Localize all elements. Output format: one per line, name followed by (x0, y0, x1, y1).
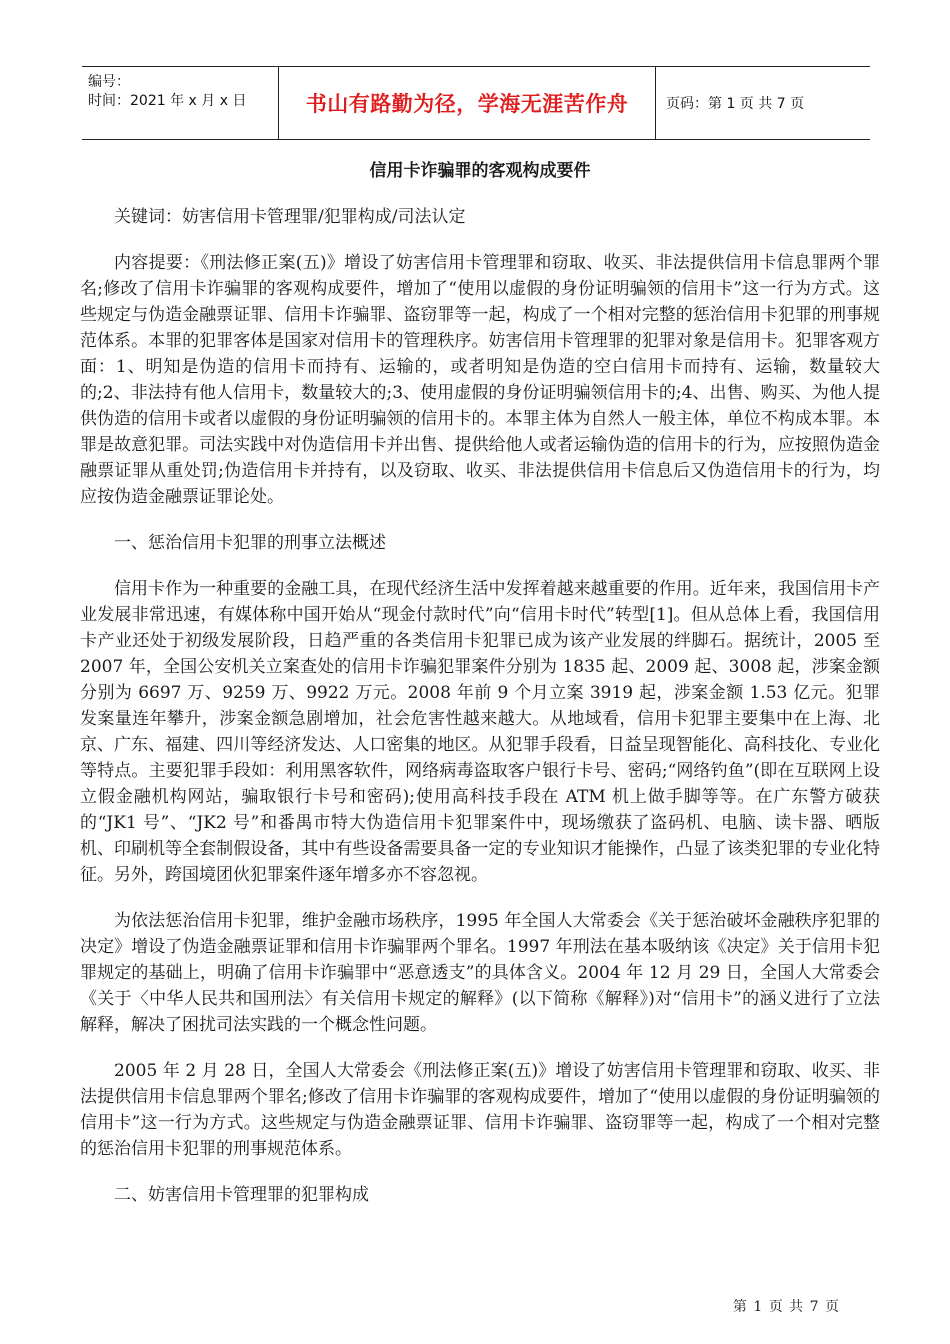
document-body (80, 152, 880, 1228)
page-header (82, 66, 870, 140)
page-footer: 第 1 页 共 7 页 (732, 1299, 840, 1315)
section1-paragraph-3: 2005 年 2 月 28 日，全国人大常委会《刑法修正案(五)》增设了妨害信用卡管理罪和窃取、收买、非法提供信用卡信息罪两个罪名;修改了信用卡诈骗罪的客观构成要件，增加了“使用以虚假的身份证明骗领的信用卡”这一行为方式。这些规定与伪造金融票证罪、信用卡诈骗罪、盗窃罪等一起，构成了一个相对完整的惩治信用卡犯罪的刑事规范体系。 (80, 1061, 880, 1159)
header-motto: 书山有路勤为径，学海无涯苦作舟 (305, 92, 629, 116)
section-heading-1: 一、惩治信用卡犯罪的刑事立法概述 (114, 533, 386, 553)
section1-paragraph-2: 为依法惩治信用卡犯罪，维护金融市场秩序，1995 年全国人大常委会《关于惩治破坏金融秩序犯罪的决定》增设了伪造金融票证罪和信用卡诈骗罪两个罪名。1997 年刑法在基本吸纳该《决定》关于信用卡犯罪规定的基础上，明确了信用卡诈骗罪中“恶意透支”的具体含义。2004 年 12 月 29 日，全国人大常委会《关于〈中华人民共和国刑法〉有关信用卡规定的解释》(以下简称《解释》)对“信用卡”的涵义进行了立法解释，解决了困扰司法实践的一个概念性问题。 (80, 911, 880, 1035)
document-number-label: 编号： (88, 74, 130, 90)
section-heading-2: 二、妨害信用卡管理罪的犯罪构成 (114, 1185, 369, 1205)
section1-paragraph-1: 信用卡作为一种重要的金融工具，在现代经济生活中发挥着越来越重要的作用。近年来，我国信用卡产业发展非常迅速，有媒体称中国开始从“现金付款时代”向“信用卡时代”转型[1]。但从总体上看，我国信用卡产业还处于初级发展阶段，日趋严重的各类信用卡犯罪已成为该产业发展的绊脚石。据统计，2005 至 2007 年，全国公安机关立案查处的信用卡诈骗犯罪案件分别为 1835 起、2009 起、3008 起，涉案金额分别为 6697 万、9259 万、9922 万元。2008 年前 9 个月立案 3919 起，涉案金额 1.53 亿元。犯罪发案量连年攀升，涉案金额急剧增加，社会危害性越来越大。从地域看，信用卡犯罪主要集中在上海、北京、广东、福建、四川等经济发达、人口密集的地区。从犯罪手段看，日益呈现智能化、高科技化、专业化等特点。主要犯罪手段如：利用黑客软件，网络病毒盗取客户银行卡号、密码;“网络钓鱼”(即在互联网上设立假金融机构网站，骗取银行卡号和密码);使用高科技手段在 ATM 机上做手脚等等。在广东警方破获的“JK1 号”、“JK2 号”和番禺市特大伪造信用卡犯罪案件中，现场缴获了盗码机、电脑、读卡器、晒版机、印刷机等全套制假设备，其中有些设备需要具备一定的专业知识才能操作，凸显了该类犯罪的专业化特征。另外，跨国境团伙犯罪案件逐年增多亦不容忽视。 (80, 579, 880, 885)
abstract-paragraph: 内容提要：《刑法修正案(五)》增设了妨害信用卡管理罪和窃取、收买、非法提供信用卡信息罪两个罪名;修改了信用卡诈骗罪的客观构成要件，增加了“使用以虚假的身份证明骗领的信用卡”这一行为方式。这些规定与伪造金融票证罪、信用卡诈骗罪、盗窃罪等一起，构成了一个相对完整的惩治信用卡犯罪的刑事规范体系。本罪的犯罪客体是国家对信用卡的管理秩序。妨害信用卡管理罪的犯罪对象是信用卡。犯罪客观方面：1、明知是伪造的信用卡而持有、运输的，或者明知是伪造的空白信用卡而持有、运输，数量较大的;2、非法持有他人信用卡，数量较大的;3、使用虚假的身份证明骗领信用卡的;4、出售、购买、为他人提供伪造的信用卡或者以虚假的身份证明骗领的信用卡的。本罪主体为自然人一般主体，单位不构成本罪。本罪是故意犯罪。司法实践中对伪造信用卡并出售、提供给他人或者运输伪造的信用卡的行为，应按照伪造金融票证罪从重处罚;伪造信用卡并持有，以及窃取、收买、非法提供信用卡信息后又伪造信用卡的行为，均应按伪造金融票证罪论处。 (80, 253, 880, 507)
document-title: 信用卡诈骗罪的客观构成要件 (369, 161, 591, 181)
header-page-code: 页码：第 1 页 共 7 页 (666, 96, 805, 112)
keywords: 关键词：妨害信用卡管理罪/犯罪构成/司法认定 (114, 207, 466, 227)
header-motto-cell (278, 67, 656, 139)
document-time-label: 时间：2021 年 x 月 x 日 (88, 93, 247, 109)
header-meta (82, 67, 278, 139)
